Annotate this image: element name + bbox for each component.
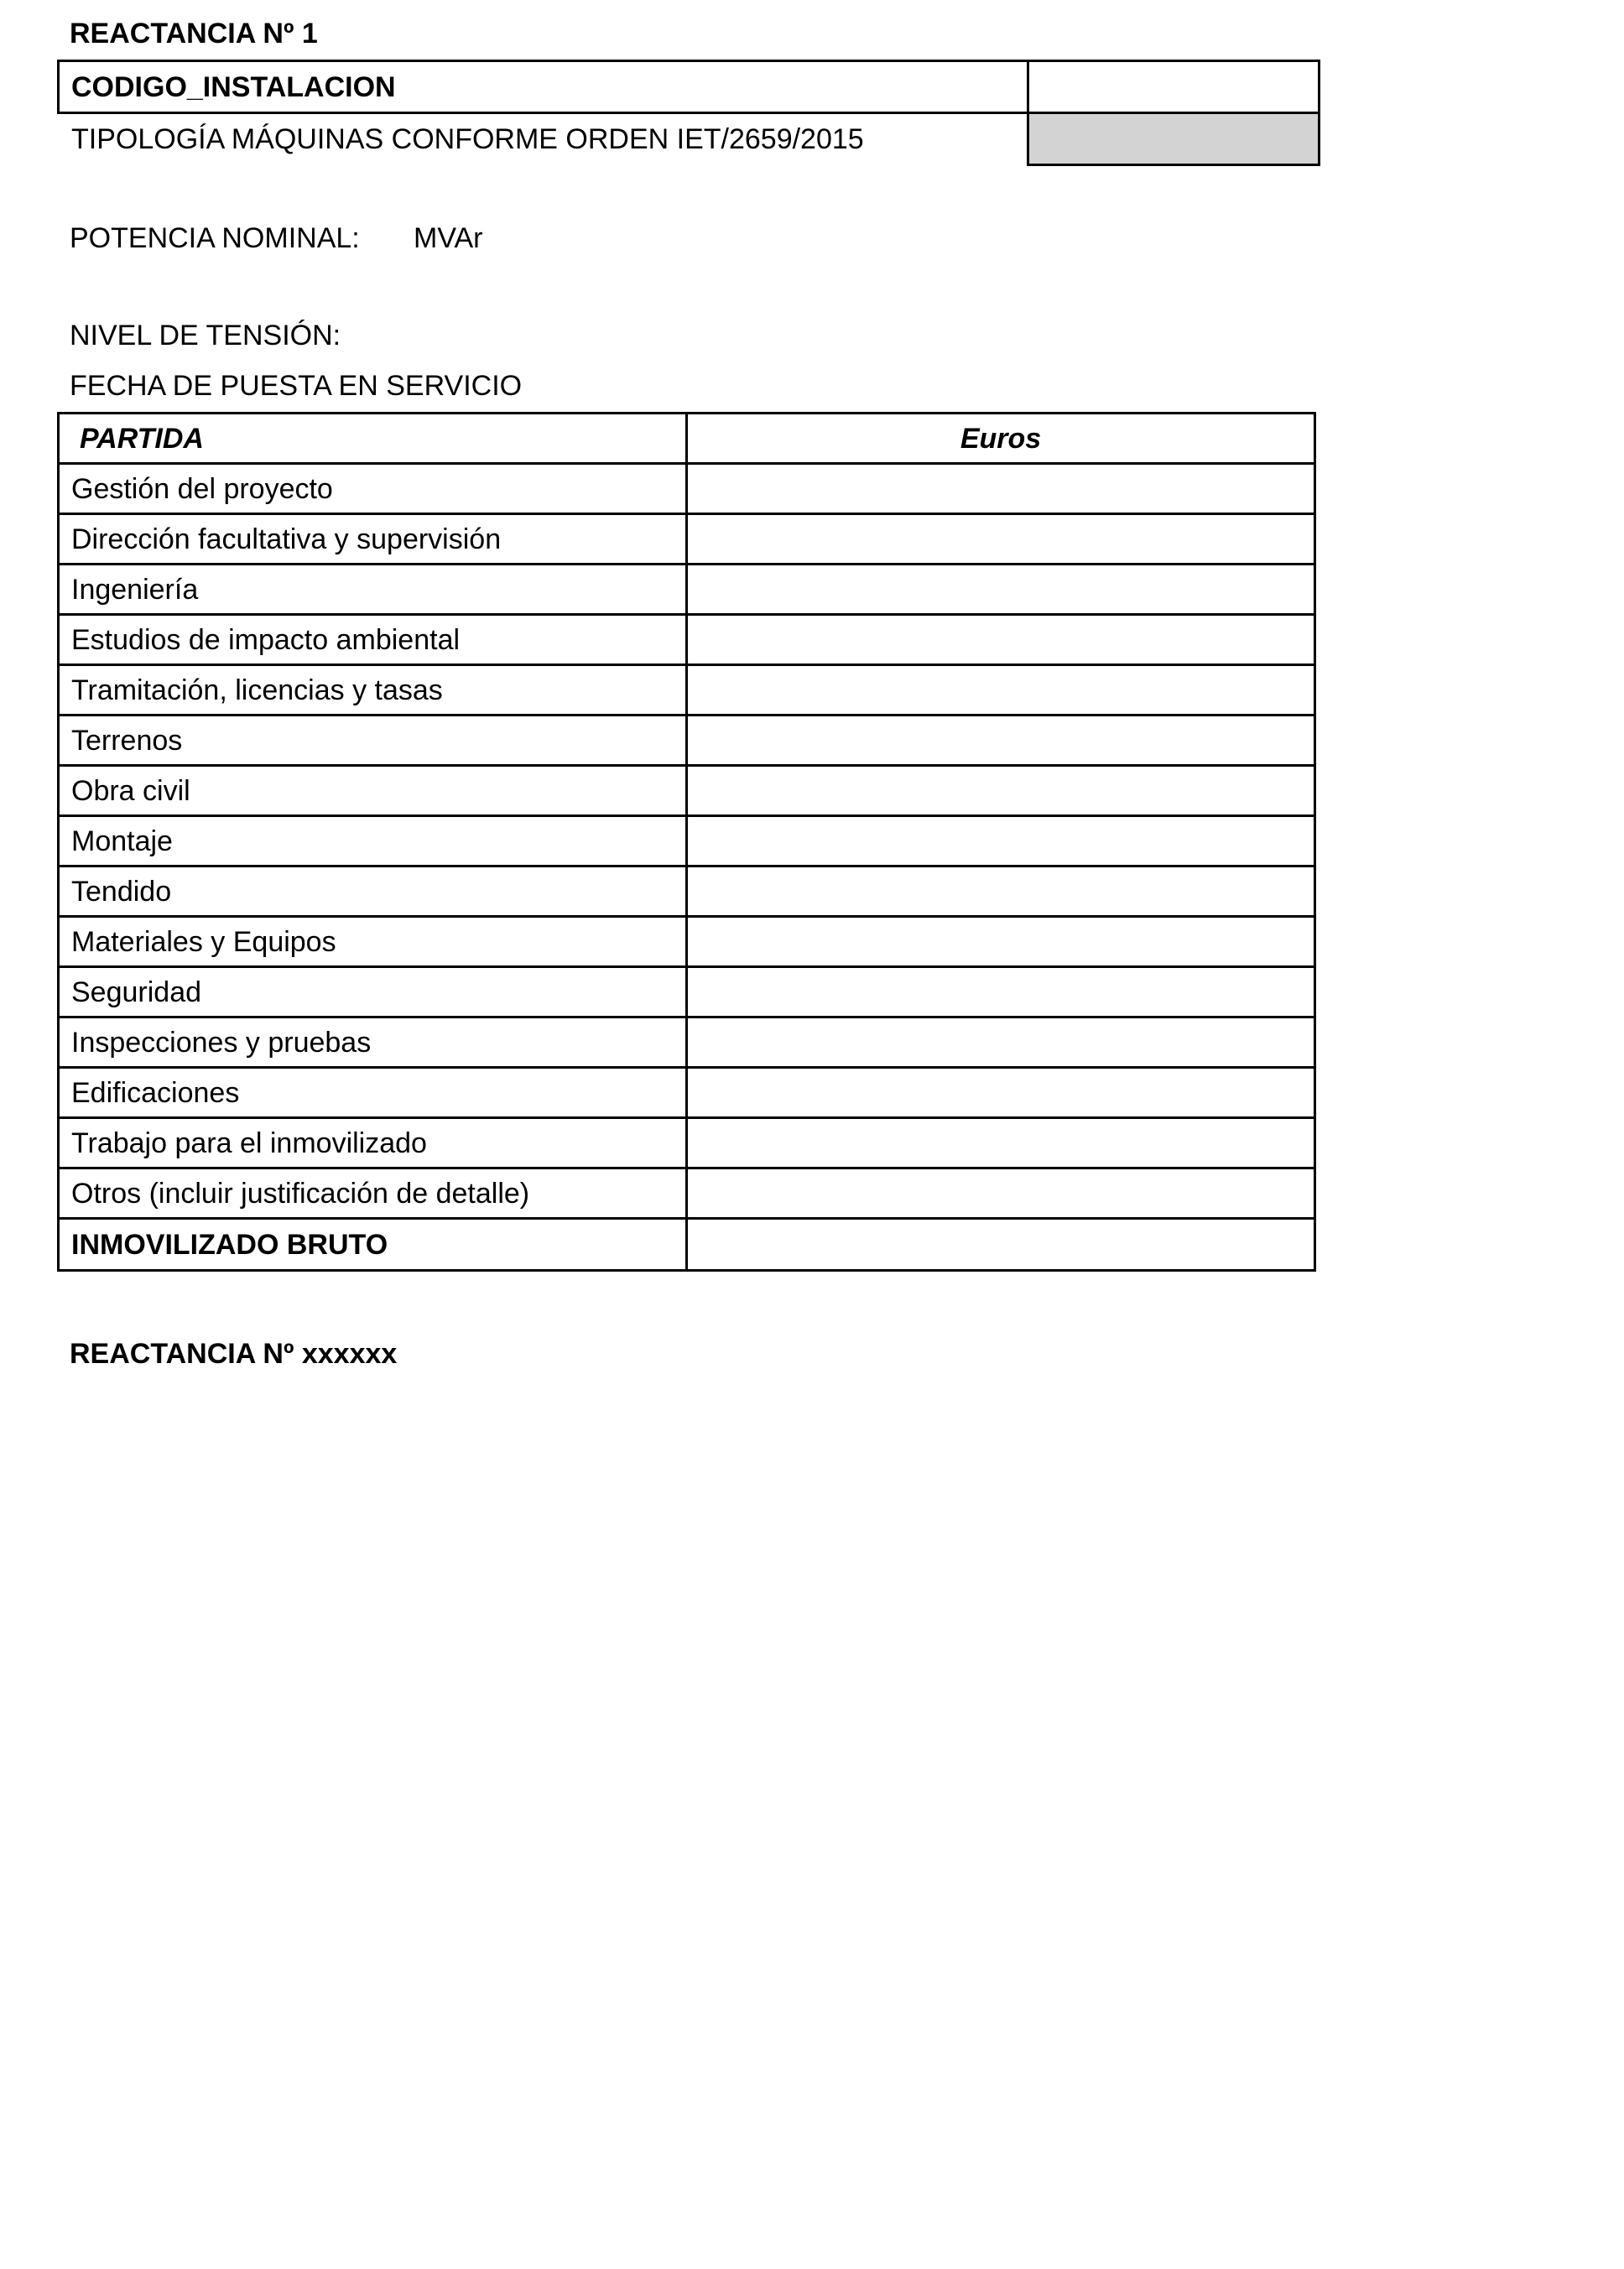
table-row bbox=[59, 565, 1315, 615]
row-label: Estudios de impacto ambiental bbox=[59, 615, 687, 665]
row-label: Inspecciones y pruebas bbox=[59, 1017, 687, 1068]
row-euros-value[interactable] bbox=[687, 514, 1315, 565]
row-euros-value[interactable] bbox=[687, 1118, 1315, 1168]
table-row bbox=[59, 665, 1315, 716]
row-euros-value[interactable] bbox=[687, 565, 1315, 615]
table-row bbox=[59, 1118, 1315, 1168]
row-euros-value[interactable] bbox=[687, 716, 1315, 766]
row-euros-value[interactable] bbox=[687, 866, 1315, 917]
row-label: Otros (incluir justificación de detalle) bbox=[59, 1168, 687, 1219]
row-label: Obra civil bbox=[59, 766, 687, 816]
row-label: Materiales y Equipos bbox=[59, 917, 687, 967]
cost-breakdown-table bbox=[57, 412, 1316, 1272]
table-row bbox=[59, 816, 1315, 866]
table-header-row bbox=[59, 414, 1315, 464]
table-row bbox=[59, 917, 1315, 967]
table-row bbox=[59, 464, 1315, 514]
partida-header: PARTIDA bbox=[59, 414, 687, 464]
codigo-instalacion-value[interactable] bbox=[1028, 61, 1320, 113]
row-label: Gestión del proyecto bbox=[59, 464, 687, 514]
row-label: Montaje bbox=[59, 816, 687, 866]
row-label: Terrenos bbox=[59, 716, 687, 766]
tipologia-maquinas-label: TIPOLOGÍA MÁQUINAS CONFORME ORDEN IET/2659/2015 bbox=[59, 113, 1028, 165]
row-euros-value[interactable] bbox=[687, 615, 1315, 665]
tipologia-maquinas-value[interactable] bbox=[1028, 113, 1320, 165]
row-euros-value[interactable] bbox=[687, 917, 1315, 967]
row-label: Edificaciones bbox=[59, 1068, 687, 1118]
euros-header: Euros bbox=[687, 414, 1315, 464]
potencia-nominal-label: POTENCIA NOMINAL: bbox=[70, 222, 360, 254]
table-row bbox=[59, 113, 1320, 165]
row-euros-value[interactable] bbox=[687, 766, 1315, 816]
nivel-tension-label: NIVEL DE TENSIÓN: bbox=[70, 320, 341, 351]
row-label: Seguridad bbox=[59, 967, 687, 1017]
row-euros-value[interactable] bbox=[687, 1017, 1315, 1068]
row-label: Tramitación, licencias y tasas bbox=[59, 665, 687, 716]
row-euros-value[interactable] bbox=[687, 816, 1315, 866]
row-euros-value[interactable] bbox=[687, 1168, 1315, 1219]
row-euros-value[interactable] bbox=[687, 464, 1315, 514]
row-euros-value[interactable] bbox=[687, 665, 1315, 716]
table-row bbox=[59, 61, 1320, 113]
document-title: REACTANCIA Nº 1 bbox=[70, 18, 318, 49]
table-row bbox=[59, 766, 1315, 816]
inmovilizado-bruto-value[interactable] bbox=[687, 1219, 1315, 1271]
row-label: Trabajo para el inmovilizado bbox=[59, 1118, 687, 1168]
total-row bbox=[59, 1219, 1315, 1271]
installation-info-table bbox=[57, 60, 1320, 166]
table-row bbox=[59, 1017, 1315, 1068]
potencia-nominal-unit: MVAr bbox=[414, 222, 483, 254]
table-row bbox=[59, 866, 1315, 917]
codigo-instalacion-label: CODIGO_INSTALACION bbox=[59, 61, 1028, 113]
table-row bbox=[59, 967, 1315, 1017]
row-label: Tendido bbox=[59, 866, 687, 917]
table-row bbox=[59, 514, 1315, 565]
inmovilizado-bruto-label: INMOVILIZADO BRUTO bbox=[59, 1219, 687, 1271]
table-row bbox=[59, 1068, 1315, 1118]
row-euros-value[interactable] bbox=[687, 1068, 1315, 1118]
table-row bbox=[59, 615, 1315, 665]
row-label: Ingeniería bbox=[59, 565, 687, 615]
next-reactancia-title: REACTANCIA Nº xxxxxx bbox=[70, 1338, 398, 1370]
table-row bbox=[59, 716, 1315, 766]
table-row bbox=[59, 1168, 1315, 1219]
fecha-puesta-servicio-label: FECHA DE PUESTA EN SERVICIO bbox=[70, 370, 523, 402]
row-label: Dirección facultativa y supervisión bbox=[59, 514, 687, 565]
row-euros-value[interactable] bbox=[687, 967, 1315, 1017]
